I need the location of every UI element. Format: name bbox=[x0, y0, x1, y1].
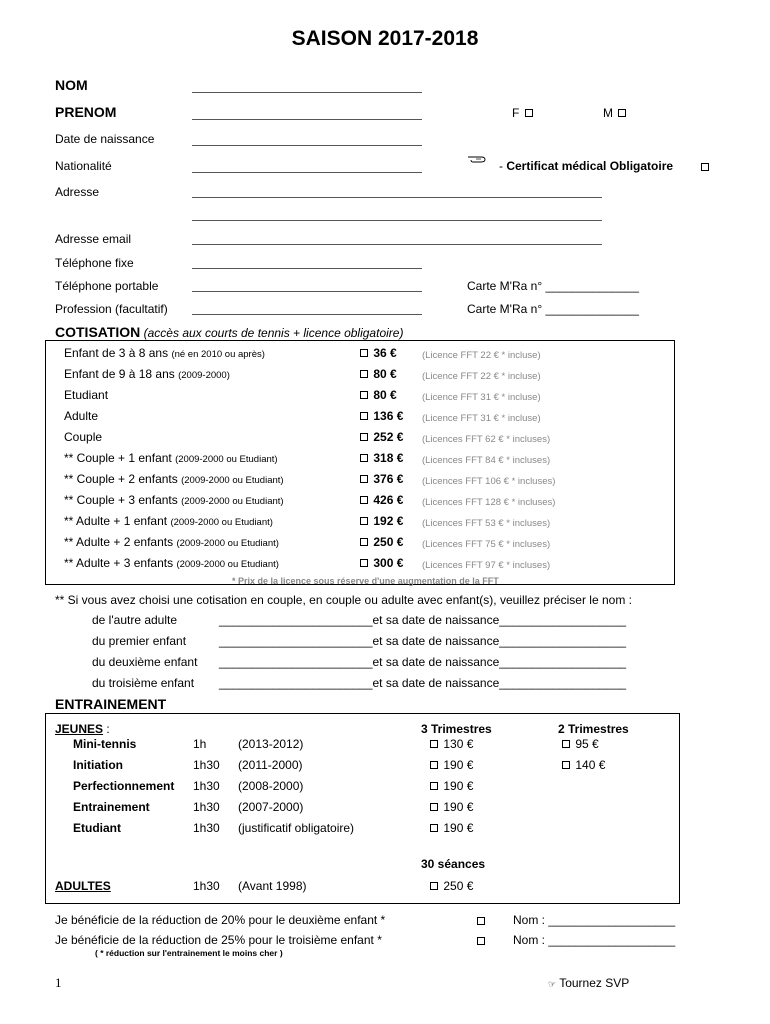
price-2-trimestres: 95 € bbox=[575, 737, 599, 751]
nationalite-label: Nationalité bbox=[55, 159, 112, 173]
cotisation-row-label bbox=[64, 409, 98, 423]
cotisation-price-option[interactable] bbox=[358, 514, 403, 528]
cotisation-checkbox[interactable] bbox=[360, 349, 368, 357]
cotisation-price-option[interactable] bbox=[358, 493, 403, 507]
entrainement-duree bbox=[193, 800, 220, 814]
profession-label: Profession (facultatif) bbox=[55, 302, 168, 316]
reduction-25-checkbox[interactable] bbox=[475, 934, 487, 948]
page-title: SAISON 2017-2018 bbox=[291, 27, 479, 50]
licence-text: (Licences FFT 75 € * incluses) bbox=[422, 539, 551, 550]
carte-mra-1[interactable]: Carte M'Ra n° ______________ bbox=[467, 279, 639, 293]
couple-who-label: de l'autre adulte bbox=[92, 613, 178, 627]
price-2-trimestres: 140 € bbox=[575, 758, 606, 772]
nationalite-field[interactable] bbox=[192, 172, 422, 173]
date-naissance-label: Date de naissance bbox=[55, 132, 155, 146]
couple-who-label: du premier enfant bbox=[92, 634, 187, 648]
couple-name-date-field[interactable]: _______________________et sa date de naissance___________________ bbox=[219, 613, 627, 627]
price-3-trimestres-option[interactable] bbox=[428, 800, 473, 814]
price-3-trimestres: 190 € bbox=[443, 800, 474, 814]
cotisation-licence bbox=[422, 347, 541, 361]
price-3-trimestres: 190 € bbox=[443, 779, 474, 793]
licence-text: (Licence FFT 31 € * incluse) bbox=[422, 413, 541, 424]
price-2-trimestres-checkbox[interactable] bbox=[562, 740, 570, 748]
cotisation-row-label bbox=[64, 430, 102, 444]
nom-field[interactable] bbox=[192, 92, 422, 93]
couple-name-date-field[interactable]: _______________________et sa date de naissance___________________ bbox=[219, 634, 627, 648]
price-3-trimestres: 190 € bbox=[443, 821, 474, 835]
cotisation-price-option[interactable] bbox=[358, 346, 397, 360]
couple-line-who bbox=[92, 613, 177, 627]
sexe-f-option[interactable] bbox=[512, 106, 535, 120]
reduction-20-nom[interactable]: Nom : ___________________ bbox=[513, 913, 676, 927]
licence-text: (Licence FFT 22 € * incluse) bbox=[422, 350, 541, 361]
cotisation-years: (2009-2000 ou Etudiant) bbox=[176, 538, 279, 549]
price-3-trimestres-checkbox[interactable] bbox=[430, 782, 438, 790]
licence-text: (Licences FFT 97 € * incluses) bbox=[422, 560, 551, 571]
entrainement-duree bbox=[193, 779, 220, 793]
price-2-trimestres-option[interactable] bbox=[560, 737, 599, 751]
cotisation-years: (2009-2000 ou Etudiant) bbox=[175, 454, 278, 465]
cotisation-price: 250 € bbox=[373, 535, 404, 549]
cotisation-licence bbox=[422, 557, 550, 571]
couple-line-who bbox=[92, 634, 186, 648]
price-3-trimestres-checkbox[interactable] bbox=[430, 761, 438, 769]
couple-line-field[interactable] bbox=[219, 655, 626, 669]
entrainement-duree bbox=[193, 758, 220, 772]
telephone-fixe-field[interactable] bbox=[192, 268, 422, 269]
reduction-note: ( * réduction sur l'entrainement le moins cher ) bbox=[95, 948, 283, 958]
sexe-f-label: F bbox=[512, 106, 520, 120]
cotisation-price: 318 € bbox=[373, 451, 404, 465]
price-3-trimestres-checkbox[interactable] bbox=[430, 824, 438, 832]
cotisation-row-label bbox=[64, 535, 279, 549]
cotisation-checkbox[interactable] bbox=[360, 517, 368, 525]
cotisation-price: 376 € bbox=[373, 472, 404, 486]
entrainement-duration: 1h30 bbox=[193, 758, 220, 772]
entrainement-annees bbox=[238, 737, 303, 751]
licence-text: (Licences FFT 53 € * incluses) bbox=[422, 518, 551, 529]
couple-name-date-field[interactable]: _______________________et sa date de naissance___________________ bbox=[219, 655, 627, 669]
adresse-field-2[interactable] bbox=[192, 220, 602, 221]
cotisation-checkbox[interactable] bbox=[360, 370, 368, 378]
cotisation-checkbox[interactable] bbox=[360, 412, 368, 420]
adultes-duree: 1h30 bbox=[193, 879, 220, 893]
reduction-20-label: Je bénéficie de la réduction de 20% pour le deuxième enfant * bbox=[55, 913, 386, 927]
date-naissance-field[interactable] bbox=[192, 145, 422, 146]
sexe-m-label: M bbox=[603, 106, 613, 120]
cotisation-row-label bbox=[64, 472, 284, 486]
cotisation-price-option[interactable] bbox=[358, 472, 403, 486]
price-3-trimestres-option[interactable] bbox=[428, 821, 473, 835]
cotisation-price-option[interactable] bbox=[358, 430, 403, 444]
col-3-trimestres: 3 Trimestres bbox=[421, 722, 492, 736]
adresse-field-1[interactable] bbox=[192, 197, 602, 198]
cotisation-years: (2009-2000 ou Etudiant) bbox=[170, 517, 273, 528]
entrainement-name bbox=[73, 800, 150, 814]
cotisation-price-option[interactable] bbox=[358, 535, 403, 549]
entrainement-years: (2011-2000) bbox=[238, 758, 303, 772]
entrainement-level: Entrainement bbox=[73, 800, 150, 814]
cotisation-checkbox[interactable] bbox=[360, 538, 368, 546]
cotisation-row-label bbox=[64, 388, 108, 402]
cotisation-checkbox[interactable] bbox=[360, 454, 368, 462]
cotisation-label: ** Couple + 1 enfant bbox=[64, 451, 172, 465]
entrainement-duree bbox=[193, 737, 206, 751]
sexe-m-option[interactable] bbox=[603, 106, 628, 120]
cotisation-licence bbox=[422, 515, 550, 529]
certificat-checkbox[interactable] bbox=[699, 160, 711, 174]
cotisation-checkbox[interactable] bbox=[360, 475, 368, 483]
entrainement-years: (2013-2012) bbox=[238, 737, 304, 751]
jeunes-heading: JEUNES : bbox=[55, 722, 110, 736]
couple-note-intro: ** Si vous avez choisi une cotisation en couple, en couple ou adulte avec enfant(s), veuillez préciser le nom : bbox=[55, 593, 632, 607]
nom-label: NOM bbox=[55, 77, 88, 93]
cotisation-label: Adulte bbox=[64, 409, 99, 423]
cotisation-licence bbox=[422, 389, 541, 403]
pointing-hand-icon bbox=[467, 153, 489, 167]
cotisation-price-option[interactable] bbox=[358, 388, 397, 402]
cotisation-row-label bbox=[64, 451, 278, 465]
prenom-label: PRENOM bbox=[55, 104, 117, 120]
page-number: 1 bbox=[55, 975, 62, 990]
entrainement-level: Perfectionnement bbox=[73, 779, 175, 793]
cotisation-checkbox[interactable] bbox=[360, 391, 368, 399]
couple-line-field[interactable] bbox=[219, 676, 626, 690]
reduction-20-checkbox[interactable] bbox=[475, 914, 487, 928]
adresse-email-label: Adresse email bbox=[55, 232, 132, 246]
cotisation-label: Couple bbox=[64, 430, 103, 444]
cotisation-licence bbox=[422, 494, 555, 508]
entrainement-annees bbox=[238, 821, 354, 835]
cotisation-label: Etudiant bbox=[64, 388, 109, 402]
cotisation-label: ** Adulte + 1 enfant bbox=[64, 514, 168, 528]
couple-name-date-field[interactable]: _______________________et sa date de naissance___________________ bbox=[219, 676, 627, 690]
adultes-prix-checkbox[interactable] bbox=[430, 882, 438, 890]
cotisation-label: ** Couple + 3 enfants bbox=[64, 493, 178, 507]
adultes-prix-option[interactable] bbox=[428, 879, 473, 893]
cotisation-years: (2009-2000 ou Etudiant) bbox=[181, 475, 284, 486]
cotisation-price: 192 € bbox=[373, 514, 404, 528]
entrainement-level: Initiation bbox=[73, 758, 123, 772]
entrainement-duration: 1h bbox=[193, 737, 207, 751]
price-2-trimestres-checkbox[interactable] bbox=[562, 761, 570, 769]
entrainement-duration: 1h30 bbox=[193, 800, 220, 814]
adresse-email-field[interactable] bbox=[192, 244, 602, 245]
entrainement-name bbox=[73, 821, 121, 835]
entrainement-level: Mini-tennis bbox=[73, 737, 137, 751]
entrainement-duration: 1h30 bbox=[193, 821, 220, 835]
cotisation-price: 136 € bbox=[373, 409, 404, 423]
cotisation-label: ** Adulte + 3 enfants bbox=[64, 556, 174, 570]
adultes-annees: (Avant 1998) bbox=[238, 879, 307, 893]
cotisation-checkbox[interactable] bbox=[360, 433, 368, 441]
cotisation-price: 80 € bbox=[373, 388, 397, 402]
col-2-trimestres: 2 Trimestres bbox=[558, 722, 629, 736]
licence-text: (Licence FFT 22 € * incluse) bbox=[422, 371, 541, 382]
entrainement-duration: 1h30 bbox=[193, 779, 220, 793]
cotisation-row-label bbox=[64, 367, 230, 381]
licence-text: (Licences FFT 62 € * incluses) bbox=[422, 434, 551, 445]
telephone-portable-field[interactable] bbox=[192, 291, 422, 292]
cotisation-row-label bbox=[64, 514, 273, 528]
cotisation-licence bbox=[422, 473, 555, 487]
adultes-heading: ADULTES bbox=[55, 879, 111, 893]
cotisation-row-label bbox=[64, 346, 265, 360]
carte-mra-2[interactable]: Carte M'Ra n° ______________ bbox=[467, 302, 639, 316]
cotisation-years: (2009-2000 ou Etudiant) bbox=[181, 496, 284, 507]
cotisation-licence bbox=[422, 410, 541, 424]
entrainement-annees bbox=[238, 800, 303, 814]
price-3-trimestres-option[interactable] bbox=[428, 779, 473, 793]
telephone-fixe-label: Téléphone fixe bbox=[55, 256, 134, 270]
cotisation-price: 300 € bbox=[373, 556, 404, 570]
price-3-trimestres-checkbox[interactable] bbox=[430, 740, 438, 748]
certificat-medical: - Certificat médical Obligatoire bbox=[499, 159, 674, 173]
cotisation-price: 426 € bbox=[373, 493, 404, 507]
cotisation-licence bbox=[422, 368, 541, 382]
cotisation-years: (2009-2000) bbox=[178, 370, 230, 381]
cotisation-checkbox[interactable] bbox=[360, 559, 368, 567]
seances-label: 30 séances bbox=[421, 857, 486, 871]
cotisation-licence bbox=[422, 431, 550, 445]
entrainement-years: (2008-2000) bbox=[238, 779, 304, 793]
cotisation-licence bbox=[422, 452, 550, 466]
price-3-trimestres-option[interactable] bbox=[428, 737, 473, 751]
reduction-25-label: Je bénéficie de la réduction de 25% pour le troisième enfant * bbox=[55, 933, 382, 947]
cotisation-label: Enfant de 3 à 8 ans bbox=[64, 346, 169, 360]
couple-line-who bbox=[92, 676, 194, 690]
cotisation-licence bbox=[422, 536, 550, 550]
cotisation-label: ** Couple + 2 enfants bbox=[64, 472, 178, 486]
tournez-svp: ☞ Tournez SVP bbox=[548, 976, 630, 990]
licence-text: (Licences FFT 84 € * incluses) bbox=[422, 455, 551, 466]
price-3-trimestres: 190 € bbox=[443, 758, 474, 772]
entrainement-years: (2007-2000) bbox=[238, 800, 304, 814]
cotisation-price: 80 € bbox=[373, 367, 397, 381]
adresse-label: Adresse bbox=[55, 185, 100, 199]
couple-line-field[interactable] bbox=[219, 634, 626, 648]
couple-who-label: du deuxième enfant bbox=[92, 655, 198, 669]
pointing-hand-icon: ☞ bbox=[548, 979, 557, 989]
cotisation-price-option[interactable] bbox=[358, 556, 403, 570]
profession-field[interactable] bbox=[192, 314, 422, 315]
sexe-f-checkbox[interactable] bbox=[525, 109, 533, 117]
cotisation-checkbox[interactable] bbox=[360, 496, 368, 504]
entrainement-annees bbox=[238, 779, 303, 793]
cotisation-price-option[interactable] bbox=[358, 451, 403, 465]
couple-line-who bbox=[92, 655, 197, 669]
couple-line-field[interactable] bbox=[219, 613, 626, 627]
cotisation-price: 252 € bbox=[373, 430, 404, 444]
cotisation-years: (né en 2010 ou après) bbox=[171, 349, 265, 360]
entrainement-annees bbox=[238, 758, 303, 772]
entrainement-name bbox=[73, 779, 174, 793]
entrainement-name bbox=[73, 758, 123, 772]
licence-footnote: * Prix de la licence sous réserve d'une augmentation de la FFT bbox=[232, 576, 499, 586]
telephone-portable-label: Téléphone portable bbox=[55, 279, 159, 293]
price-3-trimestres-checkbox[interactable] bbox=[430, 803, 438, 811]
cotisation-price-option[interactable] bbox=[358, 367, 397, 381]
entrainement-level: Etudiant bbox=[73, 821, 121, 835]
cotisation-price-option[interactable] bbox=[358, 409, 403, 423]
cotisation-years: (2009-2000 ou Etudiant) bbox=[176, 559, 279, 570]
prenom-field[interactable] bbox=[192, 119, 422, 120]
price-3-trimestres-option[interactable] bbox=[428, 758, 473, 772]
entrainement-duree bbox=[193, 821, 220, 835]
cotisation-price: 36 € bbox=[373, 346, 397, 360]
cotisation-label: Enfant de 9 à 18 ans bbox=[64, 367, 175, 381]
licence-text: (Licences FFT 106 € * incluses) bbox=[422, 476, 556, 487]
entrainement-heading: ENTRAINEMENT bbox=[55, 696, 167, 712]
licence-text: (Licences FFT 128 € * incluses) bbox=[422, 497, 556, 508]
entrainement-years: (justificatif obligatoire) bbox=[238, 821, 355, 835]
reduction-25-nom[interactable]: Nom : ___________________ bbox=[513, 933, 676, 947]
sexe-m-checkbox[interactable] bbox=[618, 109, 626, 117]
price-2-trimestres-option[interactable] bbox=[560, 758, 605, 772]
adultes-prix: 250 € bbox=[443, 879, 474, 893]
cotisation-label: ** Adulte + 2 enfants bbox=[64, 535, 174, 549]
licence-text: (Licence FFT 31 € * incluse) bbox=[422, 392, 541, 403]
couple-who-label: du troisième enfant bbox=[92, 676, 195, 690]
price-3-trimestres: 130 € bbox=[443, 737, 474, 751]
entrainement-name bbox=[73, 737, 136, 751]
cotisation-row-label bbox=[64, 556, 279, 570]
cotisation-row-label bbox=[64, 493, 284, 507]
cotisation-heading: COTISATION (accès aux courts de tennis + licence obligatoire) bbox=[55, 324, 404, 340]
